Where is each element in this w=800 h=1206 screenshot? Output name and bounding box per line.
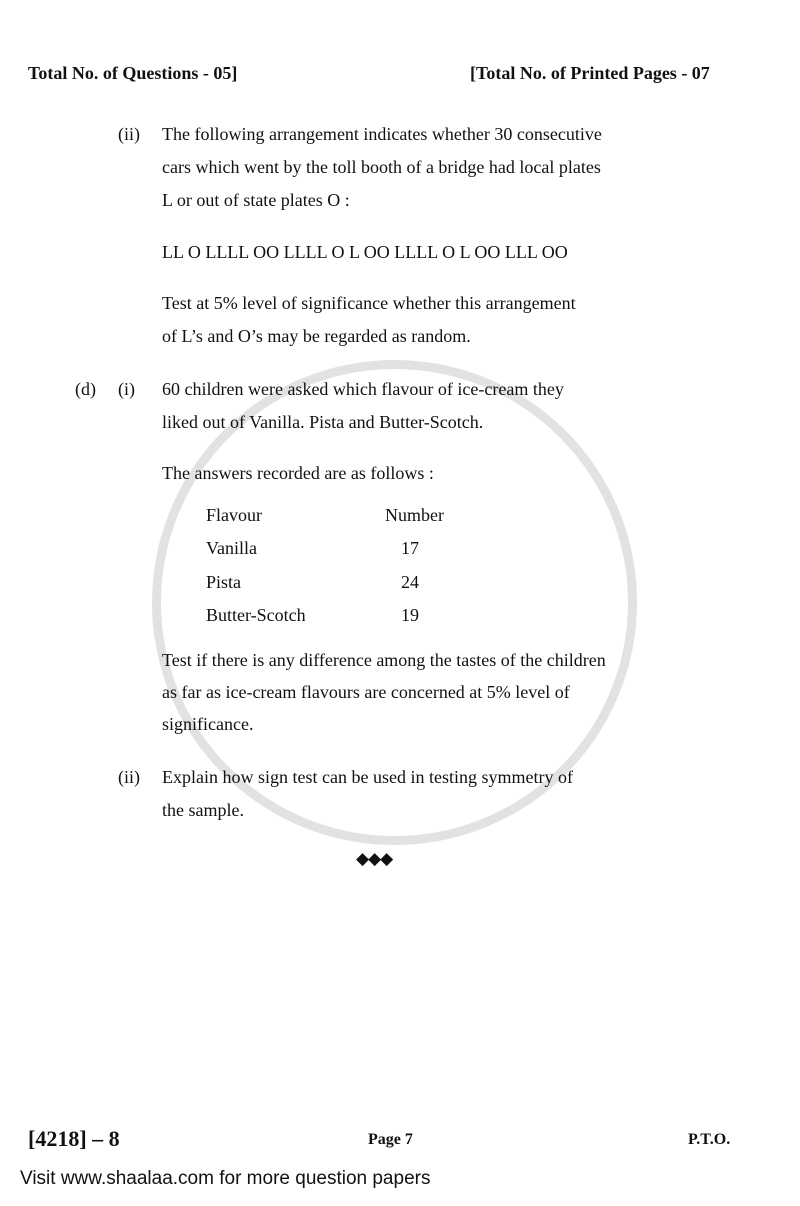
plate-sequence: LL O LLLL OO LLLL O L OO LLLL O L OO LLL OO	[162, 242, 568, 262]
footer-paper-code: [4218] – 8	[28, 1126, 120, 1151]
question-text: The answers recorded are as follows :	[162, 463, 434, 483]
footer-visit-link[interactable]: Visit www.shaalaa.com for more question papers	[20, 1168, 431, 1189]
table-cell: Vanilla	[206, 538, 257, 558]
header-total-pages: [Total No. of Printed Pages - 07	[470, 63, 710, 83]
table-header-flavour: Flavour	[206, 505, 262, 525]
table-cell: 17	[401, 538, 419, 558]
table-cell: 19	[401, 605, 419, 625]
header-total-questions: Total No. of Questions - 05]	[28, 63, 238, 83]
footer-pto: P.T.O.	[688, 1131, 731, 1148]
question-text: Explain how sign test can be used in testing symmetry of	[162, 767, 573, 787]
question-text: of L’s and O’s may be regarded as random.	[162, 326, 471, 346]
table-cell: Pista	[206, 572, 242, 592]
table-cell: 24	[401, 572, 419, 592]
end-mark: ◆◆◆	[356, 849, 393, 868]
question-text: the sample.	[162, 800, 244, 820]
question-label: (d)	[75, 379, 96, 399]
table-header-number: Number	[385, 505, 444, 525]
question-label: (i)	[118, 379, 135, 399]
question-text: The following arrangement indicates whether 30 consecutive	[162, 124, 602, 144]
question-text: Test at 5% level of significance whether this arrangement	[162, 293, 576, 313]
question-text: cars which went by the toll booth of a bridge had local plates	[162, 157, 601, 177]
question-text: L or out of state plates O :	[162, 190, 350, 210]
question-text: as far as ice-cream flavours are concerned at 5% level of	[162, 682, 570, 702]
question-text: Test if there is any difference among the tastes of the children	[162, 650, 606, 670]
question-label: (ii)	[118, 767, 140, 787]
question-text: liked out of Vanilla. Pista and Butter-Scotch.	[162, 412, 484, 432]
footer-page-number: Page 7	[368, 1131, 413, 1148]
question-label: (ii)	[118, 124, 140, 144]
table-cell: Butter-Scotch	[206, 605, 306, 625]
question-text: 60 children were asked which flavour of ice-cream they	[162, 379, 564, 399]
question-text: significance.	[162, 714, 254, 734]
